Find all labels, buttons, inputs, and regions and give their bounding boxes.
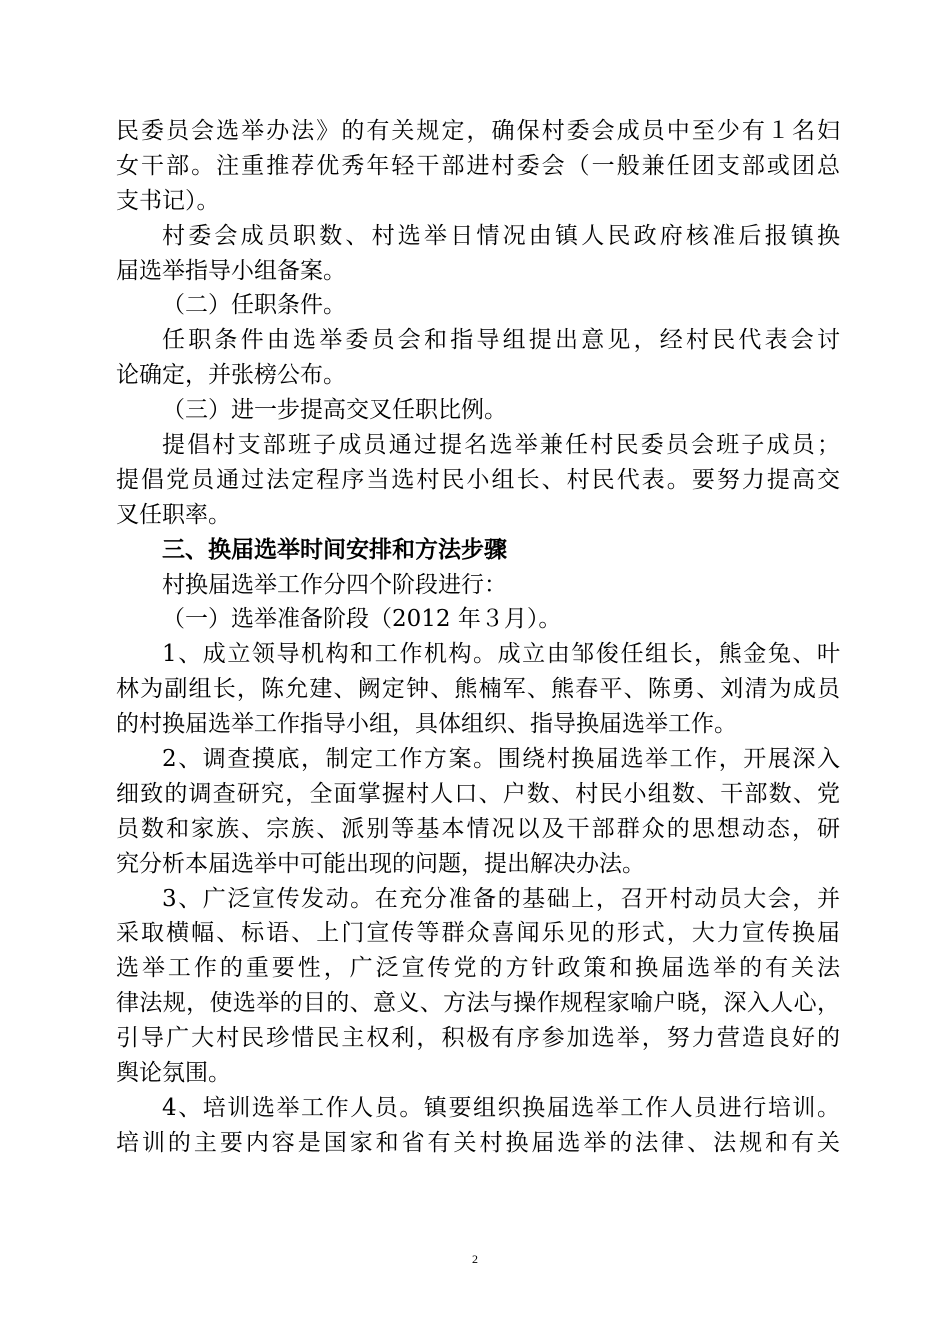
text-line: 引导广大村民珍惜民主权利，积极有序参加选举，努力营造良好的 (116, 1025, 840, 1052)
text-line: 采取横幅、标语、上门宣传等群众喜闻乐见的形式，大力宣传换届 (116, 920, 840, 947)
text-line: 究分析本届选举中可能出现的问题，提出解决办法。 (116, 850, 645, 877)
text-line: 提倡村支部班子成员通过提名选举兼任村民委员会班子成员； (162, 432, 840, 459)
text-line: 届选举指导小组备案。 (116, 257, 346, 284)
text-line: 提倡党员通过法定程序当选村民小组长、村民代表。要努力提高交 (116, 466, 840, 493)
text-line: （二）任职条件。 (162, 292, 346, 319)
text-line: 民委员会选举办法》的有关规定，确保村委会成员中至少有１名妇 (116, 118, 840, 144)
text-line: 村换届选举工作分四个阶段进行： (162, 571, 507, 598)
text-line: 1、成立领导机构和工作机构。成立由邹俊任组长，熊金兔、叶 (162, 641, 840, 668)
text-line: 任职条件由选举委员会和指导组提出意见，经村民代表会讨 (162, 327, 840, 354)
text-line: （三）进一步提高交叉任职比例。 (162, 397, 507, 424)
text-line: 支书记）。 (116, 187, 220, 214)
text-line: 林为副组长，陈允建、阙定钟、熊楠军、熊春平、陈勇、刘清为成员 (116, 676, 840, 703)
text-line: （一）选举准备阶段（2012 年３月）。 (162, 606, 562, 633)
section-heading: 三、换届选举时间安排和方法步骤 (162, 536, 507, 563)
page-number: 2 (472, 1252, 478, 1266)
text-line: 3、广泛宣传发动。在充分准备的基础上，召开村动员大会，并 (162, 885, 840, 912)
text-line: 女干部。注重推荐优秀年轻干部进村委会（一般兼任团支部或团总 (116, 152, 840, 179)
text-line: 的村换届选举工作指导小组，具体组织、指导换届选举工作。 (116, 711, 737, 738)
text-line: 论确定，并张榜公布。 (116, 362, 346, 389)
text-line: 4、培训选举工作人员。镇要组织换届选举工作人员进行培训。 (162, 1094, 840, 1121)
text-line: 舆论氛围。 (116, 1060, 231, 1087)
text-line: 员数和家族、宗族、派别等基本情况以及干部群众的思想动态，研 (116, 815, 840, 842)
document-body (116, 114, 840, 1161)
text-line: 2、调查摸底，制定工作方案。围绕村换届选举工作，开展深入 (162, 746, 840, 773)
text-line: 培训的主要内容是国家和省有关村换届选举的法律、法规和有关 (116, 1129, 840, 1156)
text-line: 选举工作的重要性，广泛宣传党的方针政策和换届选举的有关法 (116, 955, 840, 982)
text-line: 村委会成员职数、村选举日情况由镇人民政府核准后报镇换 (162, 222, 840, 249)
text-line: 叉任职率。 (116, 501, 231, 528)
text-line: 细致的调查研究，全面掌握村人口、户数、村民小组数、干部数、党 (116, 780, 840, 807)
text-line: 律法规，使选举的目的、意义、方法与操作规程家喻户晓，深入人心， (116, 990, 840, 1017)
